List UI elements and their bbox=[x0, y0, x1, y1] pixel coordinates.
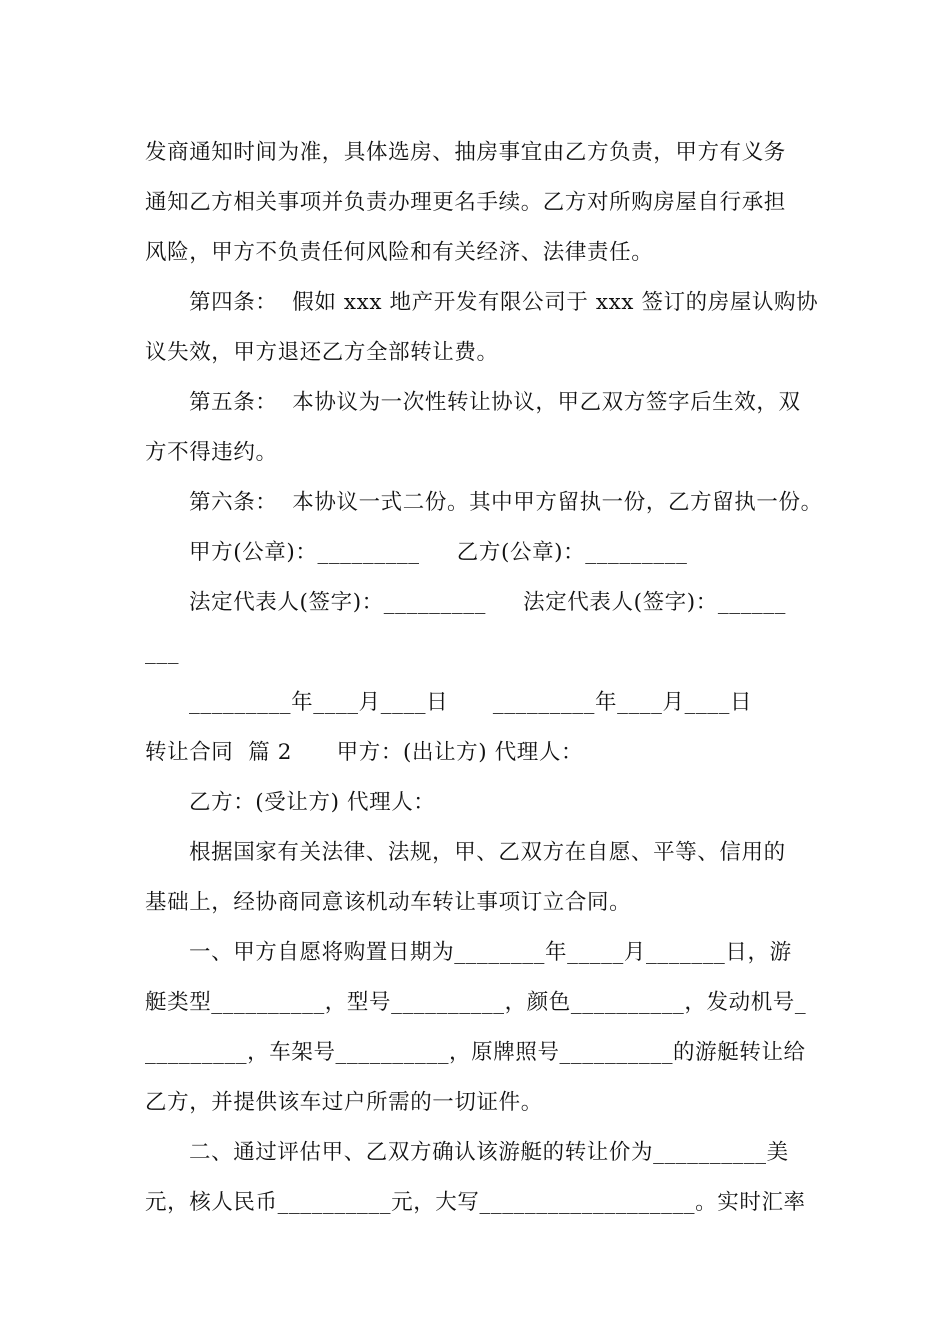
text-line: 根据国家有关法律、法规，甲、乙双方在自愿、平等、信用的 bbox=[189, 840, 786, 865]
text-line: 方不得违约。 bbox=[145, 440, 278, 465]
text-line: 议失效，甲方退还乙方全部转让费。 bbox=[145, 340, 499, 365]
text-line: 发商通知时间为准，具体选房、抽房事宜由乙方负责，甲方有义务 bbox=[145, 140, 786, 165]
text-line: 通知乙方相关事项并负责办理更名手续。乙方对所购房屋自行承担 bbox=[145, 190, 786, 215]
article-four-line: 第四条： 假如 xxx 地产开发有限公司于 xxx 签订的房屋认购协 bbox=[189, 290, 819, 315]
clause-two-line: 二、通过评估甲、乙双方确认该游艇的转让价为__________美 bbox=[189, 1140, 789, 1165]
section-heading: 转让合同 篇 2 甲方：(出让方) 代理人： bbox=[145, 740, 584, 765]
representative-signature-line: 法定代表人(签字)：_________ 法定代表人(签字)：______ bbox=[189, 590, 786, 615]
article-five-line: 第五条： 本协议为一次性转让协议，甲乙双方签字后生效，双 bbox=[189, 390, 801, 415]
party-b-line: 乙方：(受让方) 代理人： bbox=[189, 790, 436, 815]
text-line: 乙方，并提供该车过户所需的一切证件。 bbox=[145, 1090, 543, 1115]
text-line: 元，核人民币__________元，大写___________________。实时汇率 bbox=[145, 1190, 806, 1215]
date-line: _________年____月____日 _________年____月____日 bbox=[189, 690, 753, 715]
text-line: 艇类型__________，型号__________，颜色__________，发动机号_ bbox=[145, 990, 807, 1015]
document-page bbox=[145, 128, 825, 1228]
text-line: ___ bbox=[145, 640, 180, 665]
article-six-line: 第六条： 本协议一式二份。其中甲方留执一份，乙方留执一份。 bbox=[189, 490, 823, 515]
seal-line: 甲方(公章)：_________ 乙方(公章)：_________ bbox=[189, 540, 688, 565]
text-line: _________，车架号__________，原牌照号__________的游艇转让给 bbox=[145, 1040, 806, 1065]
text-line: 风险，甲方不负责任何风险和有关经济、法律责任。 bbox=[145, 240, 654, 265]
text-line: 基础上，经协商同意该机动车转让事项订立合同。 bbox=[145, 890, 632, 915]
clause-one-line: 一、甲方自愿将购置日期为________年_____月_______日，游 bbox=[189, 940, 792, 965]
